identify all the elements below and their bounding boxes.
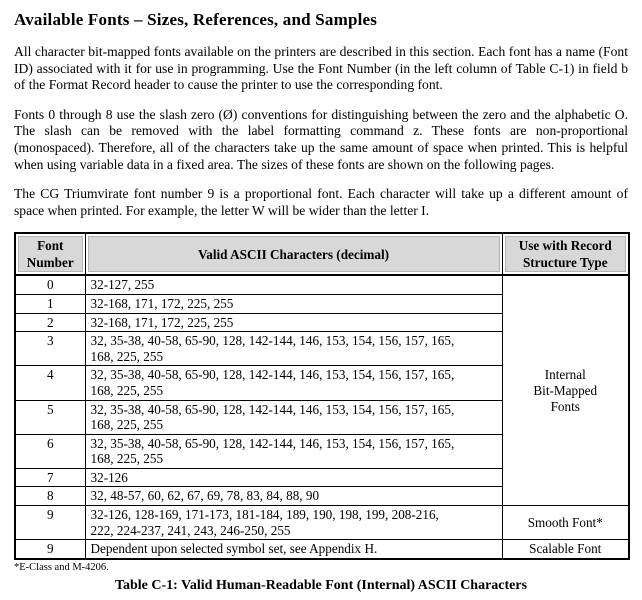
font-number-cell: 6 bbox=[15, 434, 85, 468]
valid-chars-text: 32, 35-38, 40-58, 65-90, 128, 142-144, 146, 153, 154, 156, 157, 165, 168, 225, 255 bbox=[90, 333, 455, 364]
valid-chars-cell bbox=[85, 434, 502, 468]
font-number-cell: 9 bbox=[15, 506, 85, 540]
valid-chars-cell bbox=[85, 275, 502, 294]
paragraph-intro: All character bit-mapped fonts available on the printers are described in this section. Each font has a name (Font ID) associated with it for use in programming. Use the Font Number (in the left column of Table C-1) in field b of the Format Record header to cause the printer to use the corresponding font. bbox=[14, 44, 628, 93]
valid-chars-text: 32-168, 171, 172, 225, 255 bbox=[90, 314, 234, 330]
valid-chars-cell bbox=[85, 468, 502, 487]
paragraph-proportional: The CG Triumvirate font number 9 is a proportional font. Each character will take up a different amount of space when printed. For example, the letter W will be wider than the letter I. bbox=[14, 186, 628, 218]
col-header-record-type: Use with Record Structure Type bbox=[502, 233, 629, 275]
valid-chars-cell bbox=[85, 540, 502, 559]
valid-chars-text: 32-126 bbox=[90, 469, 128, 485]
valid-chars-text: 32, 48-57, 60, 62, 67, 69, 78, 83, 84, 88, 90 bbox=[90, 488, 320, 504]
font-number-cell: 9 bbox=[15, 540, 85, 559]
record-type-line: Internal bbox=[544, 367, 586, 383]
record-type-cell: Scalable Font bbox=[502, 540, 629, 559]
merged-record-type-cell bbox=[502, 275, 629, 505]
font-number-cell: 4 bbox=[15, 366, 85, 400]
valid-chars-cell bbox=[85, 313, 502, 332]
page-title: Available Fonts – Sizes, References, and Samples bbox=[14, 10, 378, 29]
col-header-valid-chars: Valid ASCII Characters (decimal) bbox=[85, 233, 502, 275]
font-number-cell: 0 bbox=[15, 275, 85, 294]
valid-chars-cell bbox=[85, 332, 502, 366]
font-number-cell: 1 bbox=[15, 294, 85, 313]
valid-chars-text: Dependent upon selected symbol set, see Appendix H. bbox=[90, 541, 378, 557]
record-type-line: Fonts bbox=[550, 398, 580, 414]
font-number-cell: 7 bbox=[15, 468, 85, 487]
valid-chars-text: 32, 35-38, 40-58, 65-90, 128, 142-144, 146, 153, 154, 156, 157, 165, 168, 225, 255 bbox=[90, 401, 455, 433]
table-footnote: *E-Class and M-4206. bbox=[14, 561, 109, 573]
table-header-row bbox=[15, 233, 629, 275]
valid-chars-cell bbox=[85, 506, 502, 540]
font-number-cell: 3 bbox=[15, 332, 85, 366]
font-table bbox=[14, 232, 630, 560]
valid-chars-cell bbox=[85, 294, 502, 313]
valid-chars-text: 32, 35-38, 40-58, 65-90, 128, 142-144, 146, 153, 154, 156, 157, 165, 168, 225, 255 bbox=[90, 435, 455, 467]
table-row bbox=[15, 540, 629, 559]
record-type-line: Bit-Mapped bbox=[533, 382, 598, 398]
paragraph-slash-zero: Fonts 0 through 8 use the slash zero (Ø) conventions for distinguishing between the zero and the alphabetic O. The slash can be removed with the label formatting command z. These fonts are non-proportional (monospaced). Therefore, all of the characters take up the same amount of space when printed. This is helpful when using variable data in a fixed area. The sizes of these fonts are shown on the following pages. bbox=[14, 106, 628, 172]
valid-chars-cell bbox=[85, 366, 502, 400]
table-caption: Table C-1: Valid Human-Readable Font (Internal) ASCII Characters bbox=[114, 577, 528, 593]
valid-chars-text: 32-127, 255 bbox=[90, 277, 155, 293]
record-type-cell: Smooth Font* bbox=[502, 506, 629, 540]
table-row bbox=[15, 506, 629, 540]
table-row bbox=[15, 275, 629, 294]
valid-chars-text: 32-126, 128-169, 171-173, 181-184, 189, 190, 198, 199, 208-216, 222, 224-237, 241, 243, 246-250, 255 bbox=[90, 507, 439, 538]
col-header-font-number: Font Number bbox=[15, 233, 85, 275]
font-number-cell: 2 bbox=[15, 313, 85, 332]
valid-chars-text: 32-168, 171, 172, 225, 255 bbox=[90, 295, 234, 311]
font-number-cell: 8 bbox=[15, 487, 85, 506]
valid-chars-cell bbox=[85, 400, 502, 434]
valid-chars-cell bbox=[85, 487, 502, 506]
valid-chars-text: 32, 35-38, 40-58, 65-90, 128, 142-144, 146, 153, 154, 156, 157, 165, 168, 225, 255 bbox=[90, 367, 455, 398]
font-number-cell: 5 bbox=[15, 400, 85, 434]
